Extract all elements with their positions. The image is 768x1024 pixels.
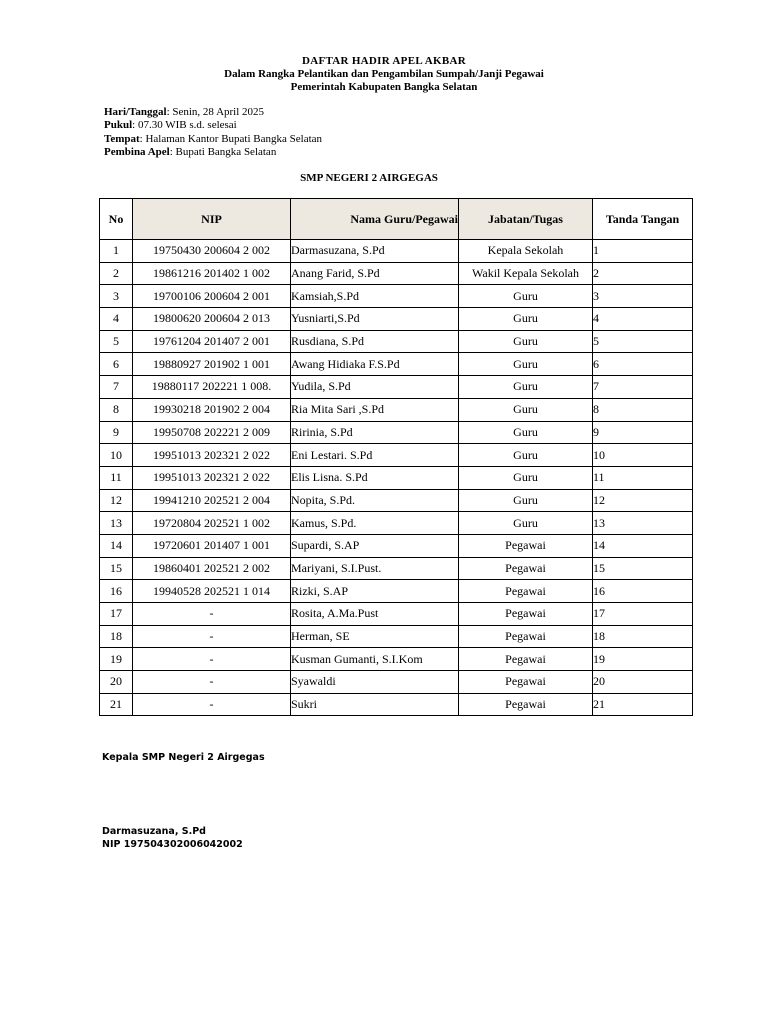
cell-name: Eni Lestari. S.Pd — [291, 444, 459, 467]
cell-no: 2 — [100, 262, 133, 285]
cell-nip: - — [133, 603, 291, 626]
cell-name: Elis Lisna. S.Pd — [291, 466, 459, 489]
table-row — [100, 240, 693, 263]
table-row — [100, 330, 693, 353]
cell-nip: 19720601 201407 1 001 — [133, 534, 291, 557]
cell-name: Kusman Gumanti, S.I.Kom — [291, 648, 459, 671]
header-job: Jabatan/Tugas — [459, 199, 593, 240]
cell-signature: 16 — [593, 580, 693, 603]
cell-nip: 19951013 202321 2 022 — [133, 444, 291, 467]
table-row — [100, 557, 693, 580]
table-row — [100, 444, 693, 467]
cell-nip: 19761204 201407 2 001 — [133, 330, 291, 353]
cell-no: 6 — [100, 353, 133, 376]
cell-no: 11 — [100, 466, 133, 489]
document-organization: Pemerintah Kabupaten Bangka Selatan — [290, 81, 478, 93]
cell-job: Guru — [459, 466, 593, 489]
cell-no: 14 — [100, 534, 133, 557]
cell-no: 5 — [100, 330, 133, 353]
cell-name: Anang Farid, S.Pd — [291, 262, 459, 285]
cell-job: Guru — [459, 353, 593, 376]
cell-name: Yusniarti,S.Pd — [291, 308, 459, 331]
cell-signature: 10 — [593, 444, 693, 467]
cell-no: 1 — [100, 240, 133, 263]
cell-signature: 4 — [593, 308, 693, 331]
cell-no: 13 — [100, 512, 133, 535]
cell-no: 20 — [100, 671, 133, 694]
signature-title: Kepala SMP Negeri 2 Airgegas — [102, 752, 265, 763]
cell-nip: 19930218 201902 2 004 — [133, 398, 291, 421]
place-line — [104, 133, 322, 146]
table-body — [100, 240, 693, 716]
cell-name: Supardi, S.AP — [291, 534, 459, 557]
cell-name: Kamsiah,S.Pd — [291, 285, 459, 308]
cell-no: 9 — [100, 421, 133, 444]
cell-nip: 19860401 202521 2 002 — [133, 557, 291, 580]
cell-nip: - — [133, 693, 291, 716]
cell-name: Ria Mita Sari ,S.Pd — [291, 398, 459, 421]
cell-signature: 14 — [593, 534, 693, 557]
cell-job: Pegawai — [459, 625, 593, 648]
time-line — [104, 119, 322, 132]
cell-nip: 19861216 201402 1 002 — [133, 262, 291, 285]
date-line — [104, 106, 322, 119]
cell-job: Pegawai — [459, 671, 593, 694]
table-row — [100, 625, 693, 648]
cell-signature: 7 — [593, 376, 693, 399]
cell-job: Guru — [459, 421, 593, 444]
cell-signature: 18 — [593, 625, 693, 648]
cell-signature: 8 — [593, 398, 693, 421]
cell-name: Darmasuzana, S.Pd — [291, 240, 459, 263]
table-row — [100, 580, 693, 603]
cell-nip: 19941210 202521 2 004 — [133, 489, 291, 512]
cell-no: 12 — [100, 489, 133, 512]
cell-job: Guru — [459, 444, 593, 467]
time-label: Pukul — [104, 119, 133, 132]
cell-no: 8 — [100, 398, 133, 421]
cell-job: Wakil Kepala Sekolah — [459, 262, 593, 285]
cell-nip: 19880927 201902 1 001 — [133, 353, 291, 376]
cell-no: 19 — [100, 648, 133, 671]
cell-signature: 9 — [593, 421, 693, 444]
leader-line — [104, 146, 322, 159]
cell-job: Guru — [459, 489, 593, 512]
cell-no: 16 — [100, 580, 133, 603]
table-row — [100, 353, 693, 376]
cell-no: 3 — [100, 285, 133, 308]
table-row — [100, 603, 693, 626]
table-row — [100, 489, 693, 512]
cell-name: Ririnia, S.Pd — [291, 421, 459, 444]
cell-signature: 2 — [593, 262, 693, 285]
cell-no: 4 — [100, 308, 133, 331]
cell-nip: 19750430 200604 2 002 — [133, 240, 291, 263]
table-row — [100, 421, 693, 444]
school-name: SMP NEGERI 2 AIRGEGAS — [300, 172, 438, 184]
cell-job: Guru — [459, 285, 593, 308]
place-label: Tempat — [104, 132, 140, 145]
header-signature: Tanda Tangan — [593, 199, 693, 240]
cell-job: Pegawai — [459, 580, 593, 603]
event-info — [104, 106, 322, 159]
cell-name: Awang Hidiaka F.S.Pd — [291, 353, 459, 376]
signature-nip: NIP 197504302006042002 — [102, 839, 243, 850]
table-header-row — [100, 199, 693, 240]
time-value: : 07.30 WIB s.d. selesai — [132, 119, 237, 132]
table-row — [100, 285, 693, 308]
cell-job: Guru — [459, 512, 593, 535]
cell-nip: - — [133, 671, 291, 694]
table-row — [100, 512, 693, 535]
cell-job: Pegawai — [459, 557, 593, 580]
cell-name: Kamus, S.Pd. — [291, 512, 459, 535]
cell-name: Syawaldi — [291, 671, 459, 694]
header-name: Nama Guru/Pegawai — [291, 199, 459, 240]
cell-job: Guru — [459, 330, 593, 353]
cell-no: 15 — [100, 557, 133, 580]
cell-nip: - — [133, 648, 291, 671]
cell-nip: 19940528 202521 1 014 — [133, 580, 291, 603]
date-label: Hari/Tanggal — [104, 106, 167, 118]
date-value: : Senin, 28 April 2025 — [166, 106, 265, 118]
cell-name: Rosita, A.Ma.Pust — [291, 603, 459, 626]
cell-job: Pegawai — [459, 603, 593, 626]
document-subtitle: Dalam Rangka Pelantikan dan Pengambilan Sumpah/Janji Pegawai — [224, 68, 544, 80]
cell-no: 10 — [100, 444, 133, 467]
cell-no: 18 — [100, 625, 133, 648]
cell-signature: 5 — [593, 330, 693, 353]
table-row — [100, 693, 693, 716]
cell-job: Guru — [459, 398, 593, 421]
cell-nip: 19951013 202321 2 022 — [133, 466, 291, 489]
cell-job: Guru — [459, 308, 593, 331]
cell-nip: 19800620 200604 2 013 — [133, 308, 291, 331]
cell-signature: 11 — [593, 466, 693, 489]
cell-job: Pegawai — [459, 648, 593, 671]
cell-name: Herman, SE — [291, 625, 459, 648]
leader-label: Pembina Apel — [104, 145, 170, 158]
cell-signature: 3 — [593, 285, 693, 308]
cell-signature: 13 — [593, 512, 693, 535]
place-value: : Halaman Kantor Bupati Bangka Selatan — [139, 132, 323, 145]
cell-signature: 1 — [593, 240, 693, 263]
cell-signature: 19 — [593, 648, 693, 671]
table-row — [100, 671, 693, 694]
cell-name: Nopita, S.Pd. — [291, 489, 459, 512]
table-row — [100, 648, 693, 671]
cell-nip: 19880117 202221 1 008. — [133, 376, 291, 399]
cell-signature: 20 — [593, 671, 693, 694]
cell-job: Guru — [459, 376, 593, 399]
cell-no: 21 — [100, 693, 133, 716]
cell-signature: 12 — [593, 489, 693, 512]
cell-job: Pegawai — [459, 693, 593, 716]
signature-name: Darmasuzana, S.Pd — [102, 826, 206, 837]
cell-name: Mariyani, S.I.Pust. — [291, 557, 459, 580]
table-row — [100, 308, 693, 331]
attendance-table — [99, 198, 693, 716]
cell-nip: 19950708 202221 2 009 — [133, 421, 291, 444]
cell-name: Rusdiana, S.Pd — [291, 330, 459, 353]
cell-name: Yudila, S.Pd — [291, 376, 459, 399]
cell-signature: 6 — [593, 353, 693, 376]
header-no: No — [100, 199, 133, 240]
cell-nip: 19720804 202521 1 002 — [133, 512, 291, 535]
cell-job: Kepala Sekolah — [459, 240, 593, 263]
leader-value: : Bupati Bangka Selatan — [169, 145, 277, 158]
cell-nip: - — [133, 625, 291, 648]
cell-signature: 17 — [593, 603, 693, 626]
cell-nip: 19700106 200604 2 001 — [133, 285, 291, 308]
table-row — [100, 466, 693, 489]
cell-signature: 15 — [593, 557, 693, 580]
header-nip: NIP — [133, 199, 291, 240]
cell-signature: 21 — [593, 693, 693, 716]
cell-job: Pegawai — [459, 534, 593, 557]
cell-no: 17 — [100, 603, 133, 626]
cell-name: Sukri — [291, 693, 459, 716]
table-row — [100, 398, 693, 421]
table-row — [100, 262, 693, 285]
document-title: DAFTAR HADIR APEL AKBAR — [301, 55, 467, 67]
cell-name: Rizki, S.AP — [291, 580, 459, 603]
cell-no: 7 — [100, 376, 133, 399]
table-row — [100, 376, 693, 399]
table-row — [100, 534, 693, 557]
